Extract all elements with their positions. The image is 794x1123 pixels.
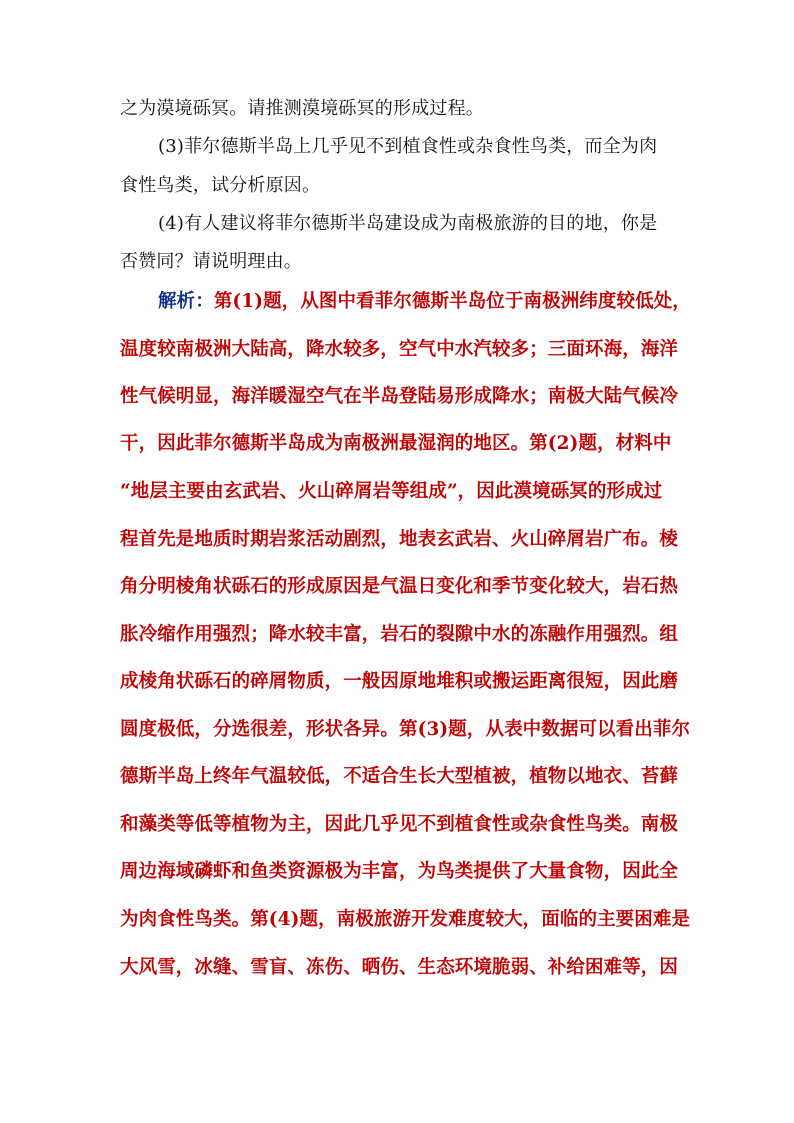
answer-line: 周边海域磷虾和鱼类资源极为丰富，为鸟类提供了大量食物，因此全 [120, 861, 679, 882]
answer-line: 为肉食性鸟类。第(4)题，南极旅游开发难度较大，面临的主要困难是 [120, 909, 691, 930]
answer-line: 性气候明显，海洋暖湿空气在半岛登陆易形成降水；南极大陆气候冷 [120, 386, 679, 407]
question-line: 食性鸟类，试分析原因。 [120, 175, 321, 196]
answer-line: 温度较南极洲大陆高，降水较多，空气中水汽较多；三面环海，海洋 [120, 339, 679, 360]
answer-line: 角分明棱角状砾石的形成原因是气温日变化和季节变化较大，岩石热 [120, 576, 679, 597]
answer-first-text: 第(1)题，从图中看菲尔德斯半岛位于南极洲纬度较低处， [213, 291, 691, 312]
answer-line: 干，因此菲尔德斯半岛成为南极洲最湿润的地区。第(2)题，材料中 [120, 433, 672, 454]
question-line: 否赞同？请说明理由。 [120, 251, 302, 272]
analysis-label: 解析： [158, 291, 214, 312]
answer-line: 成棱角状砾石的碎屑物质，一般因原地堆积或搬运距离很短，因此磨 [120, 671, 679, 692]
answer-line: 圆度极低，分选很差，形状各异。第(3)题，从表中数据可以看出菲尔 [120, 719, 691, 740]
answer-line [0, 287, 794, 313]
answer-line: 德斯半岛上终年气温较低，不适合生长大型植被，植物以地衣、苔藓 [120, 766, 679, 787]
answer-line: 和藻类等低等植物为主，因此几乎见不到植食性或杂食性鸟类。南极 [120, 814, 679, 835]
question-line: 之为漠境砾冥。请推测漠境砾冥的形成过程。 [120, 98, 484, 119]
answer-line: 程首先是地质时期岩浆活动剧烈，地表玄武岩、火山碎屑岩广布。棱 [120, 529, 679, 550]
question-line: (4)有人建议将菲尔德斯半岛建设成为南极旅游的目的地，你是 [158, 213, 658, 234]
question-line: (3)菲尔德斯半岛上几乎见不到植食性或杂食性鸟类，而全为肉 [158, 136, 658, 157]
answer-line: “地层主要由玄武岩、火山碎屑岩等组成”，因此漠境砾冥的形成过 [120, 481, 663, 502]
answer-line: 大风雪，冰缝、雪盲、冻伤、晒伤、生态环境脆弱、补给困难等，因 [120, 957, 679, 978]
answer-line: 胀冷缩作用强烈；降水较丰富，岩石的裂隙中水的冻融作用强烈。组 [120, 624, 679, 645]
